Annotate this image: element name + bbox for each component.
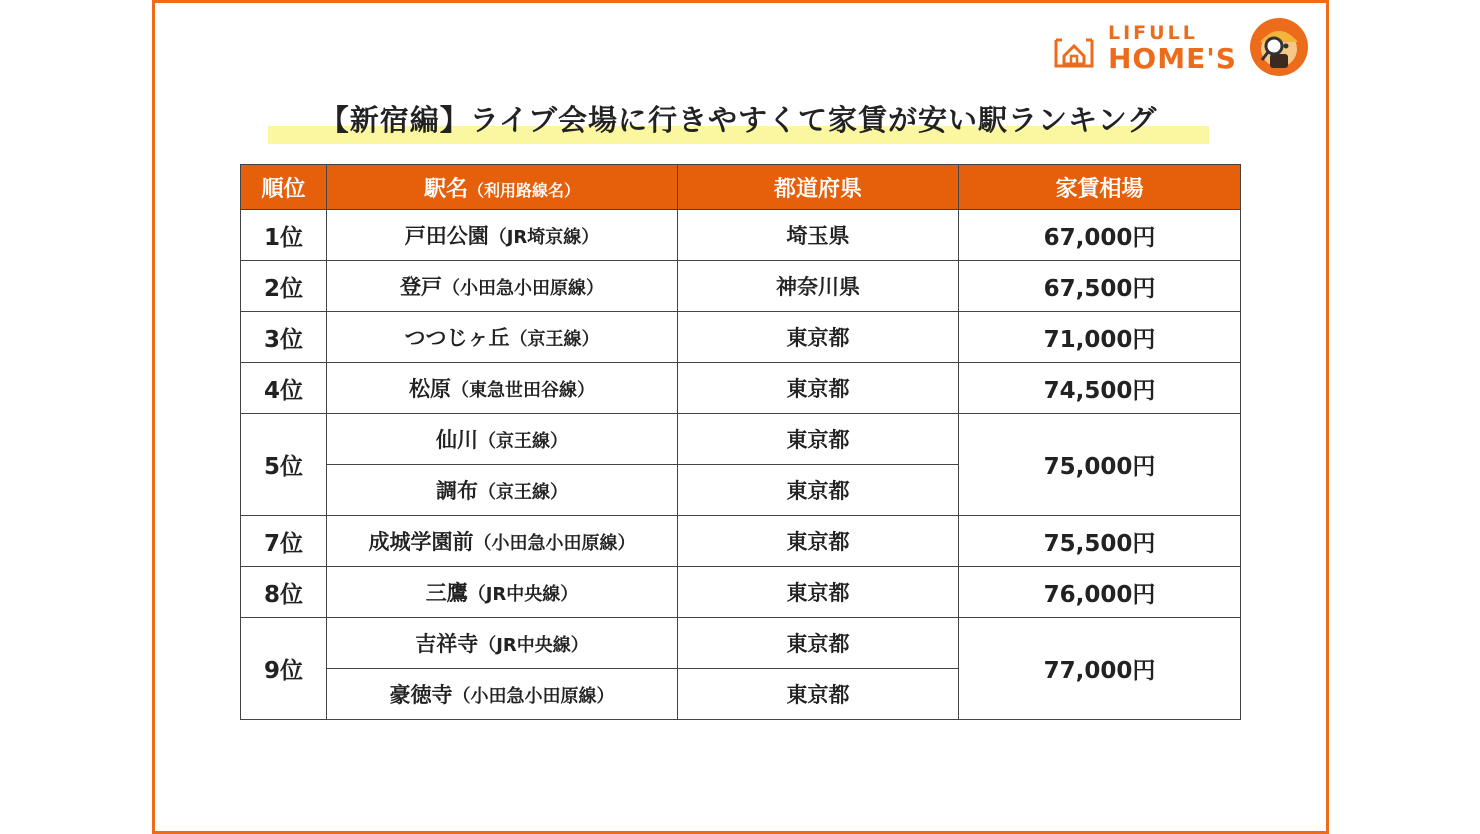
table-row: [241, 516, 1241, 567]
station-line: （小田急小田原線）: [452, 686, 615, 707]
prefecture-cell: 東京都: [678, 312, 959, 363]
rent-cell: 71,000円: [959, 312, 1241, 363]
rank-cell: 8位: [241, 567, 327, 618]
prefecture-cell: 東京都: [678, 465, 959, 516]
station-line: （小田急小田原線）: [473, 533, 636, 554]
rank-cell: 4位: [241, 363, 327, 414]
table-row: [241, 414, 1241, 465]
prefecture-cell: 東京都: [678, 363, 959, 414]
prefecture-cell: 東京都: [678, 516, 959, 567]
table-row: [241, 567, 1241, 618]
station-cell: [327, 669, 678, 720]
lifull-homes-logo: [1052, 16, 1312, 78]
station-name: 戸田公園: [404, 224, 489, 248]
station-name: 成城学園前: [368, 530, 474, 554]
title-block: [268, 96, 1209, 148]
rent-cell: 76,000円: [959, 567, 1241, 618]
ranking-table: [240, 164, 1241, 720]
station-name: 豪徳寺: [389, 683, 453, 707]
rank-cell: 9位: [241, 618, 327, 720]
house-icon: [1052, 26, 1096, 70]
page-title: 【新宿編】ライブ会場に行きやすくて家賃が安い駅ランキング: [319, 103, 1158, 137]
station-line: （JR中央線）: [467, 584, 579, 605]
prefecture-cell: 東京都: [678, 567, 959, 618]
logo-text-lifull: LIFULL: [1108, 22, 1198, 44]
station-name: 松原: [409, 377, 451, 401]
rank-cell: 7位: [241, 516, 327, 567]
prefecture-cell: 東京都: [678, 669, 959, 720]
table-header-row: [241, 165, 1241, 210]
table-row: [241, 210, 1241, 261]
station-line: （京王線）: [478, 482, 568, 503]
rent-cell: 77,000円: [959, 618, 1241, 720]
station-cell: [327, 261, 678, 312]
rank-cell: 3位: [241, 312, 327, 363]
logo-text-homes: HOME'S: [1108, 42, 1237, 75]
rent-cell: 67,500円: [959, 261, 1241, 312]
table-row: [241, 261, 1241, 312]
prefecture-cell: 埼玉県: [678, 210, 959, 261]
rent-cell: 67,000円: [959, 210, 1241, 261]
mascot-icon: [1248, 16, 1310, 78]
station-cell: [327, 567, 678, 618]
station-line: （東急世田谷線）: [451, 380, 595, 401]
rent-cell: 75,500円: [959, 516, 1241, 567]
station-cell: [327, 312, 678, 363]
table-row: [241, 363, 1241, 414]
header-rent: 家賃相場: [959, 165, 1241, 210]
station-line: （京王線）: [509, 329, 600, 350]
table-row: [241, 312, 1241, 363]
rent-cell: 74,500円: [959, 363, 1241, 414]
station-line: （小田急小田原線）: [442, 278, 604, 299]
rank-cell: 2位: [241, 261, 327, 312]
prefecture-cell: 東京都: [678, 414, 959, 465]
station-cell: [327, 363, 678, 414]
header-rank: 順位: [241, 165, 327, 210]
rent-cell: 75,000円: [959, 414, 1241, 516]
rank-cell: 5位: [241, 414, 327, 516]
rank-cell: 1位: [241, 210, 327, 261]
header-station: [327, 165, 678, 210]
table-row: [241, 618, 1241, 669]
station-cell: [327, 465, 678, 516]
header-prefecture: 都道府県: [678, 165, 959, 210]
header-station-sub: （利用路線名）: [468, 180, 581, 200]
station-cell: [327, 210, 678, 261]
station-line: （京王線）: [478, 431, 568, 452]
station-cell: [327, 618, 678, 669]
station-name: つつじヶ丘: [404, 326, 510, 350]
station-line: （JR中央線）: [478, 635, 589, 656]
station-name: 仙川: [436, 428, 478, 452]
station-name: 調布: [436, 479, 478, 503]
station-cell: [327, 516, 678, 567]
header-station-label: 駅名: [423, 176, 468, 202]
prefecture-cell: 東京都: [678, 618, 959, 669]
station-cell: [327, 414, 678, 465]
station-line: （JR埼京線）: [488, 227, 600, 248]
station-name: 吉祥寺: [415, 632, 479, 656]
station-name: 登戸: [400, 275, 442, 299]
station-name: 三鷹: [425, 581, 468, 605]
prefecture-cell: 神奈川県: [678, 261, 959, 312]
